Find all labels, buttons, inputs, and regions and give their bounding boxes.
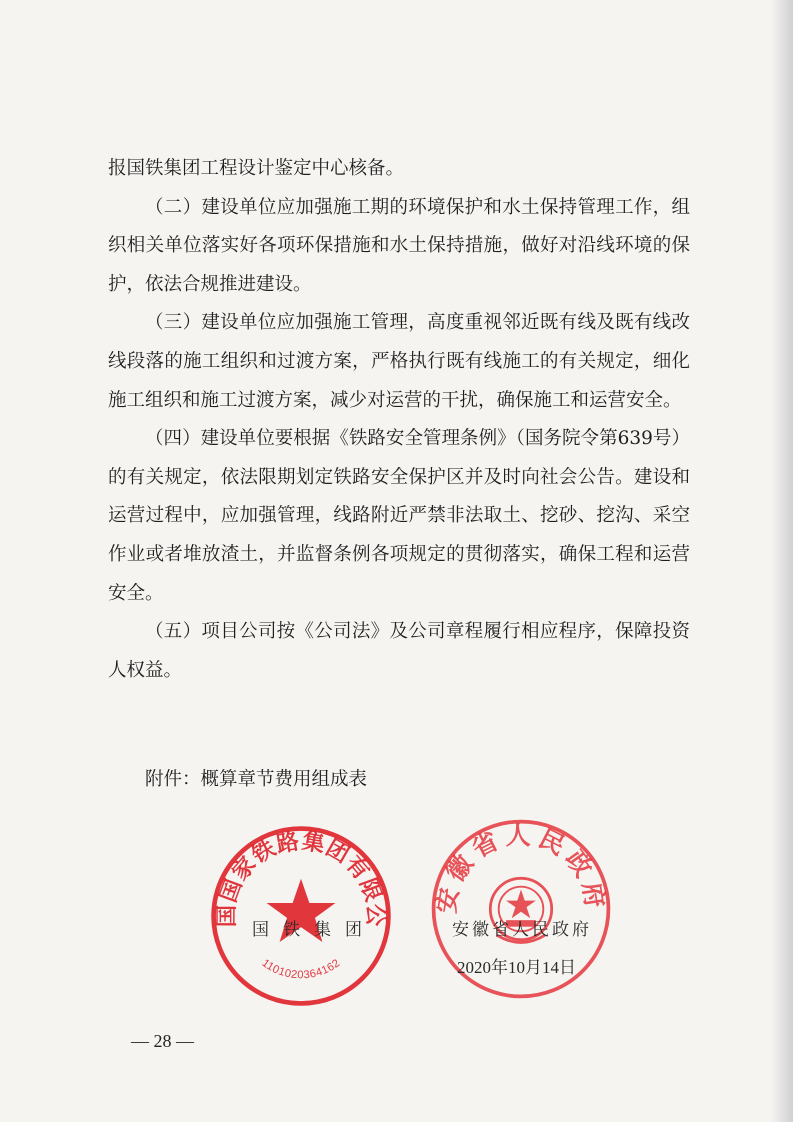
paragraph-4: （四）建设单位要根据《铁路安全管理条例》（国务院令第639号）的有关规定，依法限期划定铁路安全保护区并及时向社会公告。建设和运营过程中，应加强管理，线路附近严禁非法取土、挖砂、挖沟、采空作业或者堆放渣土，并监督条例各项规定的贯彻落实，确保工程和运营安全。 [108,428,690,604]
document-body [108,150,690,690]
page-edge-shadow [771,0,793,1122]
signatory-anhui-government: 安徽省人民政府 [452,920,592,940]
page-number: — 28 — [131,1031,194,1051]
seal-left-arc-text: 中国国家铁路集团有限公司 [196,803,389,928]
attachment-note: 附件：概算章节费用组成表 [145,769,368,790]
seal-left-code: 1101020364162 [259,957,343,982]
signing-date: 2020年10月14日 [457,958,576,977]
paragraph-3: （三）建设单位应加强施工管理，高度重视邻近既有线及既有线改线段落的施工组织和过渡方案，严格执行既有线施工的有关规定，细化施工组织和施工过渡方案，减少对运营的干扰，确保施工和运营安全。 [108,312,690,411]
paragraph-2: （二）建设单位应加强施工期的环境保护和水土保持管理工作，组织相关单位落实好各项环保措施和水土保持措施，做好对沿线环境的保护，依法合规推进建设。 [108,196,690,295]
seal-right-arc-text: 安徽省人民政府 [430,819,612,916]
signatory-railway-group: 国铁集团 [252,920,376,940]
paragraph-continuation: 报国铁集团工程设计鉴定中心核备。 [108,158,405,179]
paragraph-5: （五）项目公司按《公司法》及公司章程履行相应程序，保障投资人权益。 [108,621,690,681]
